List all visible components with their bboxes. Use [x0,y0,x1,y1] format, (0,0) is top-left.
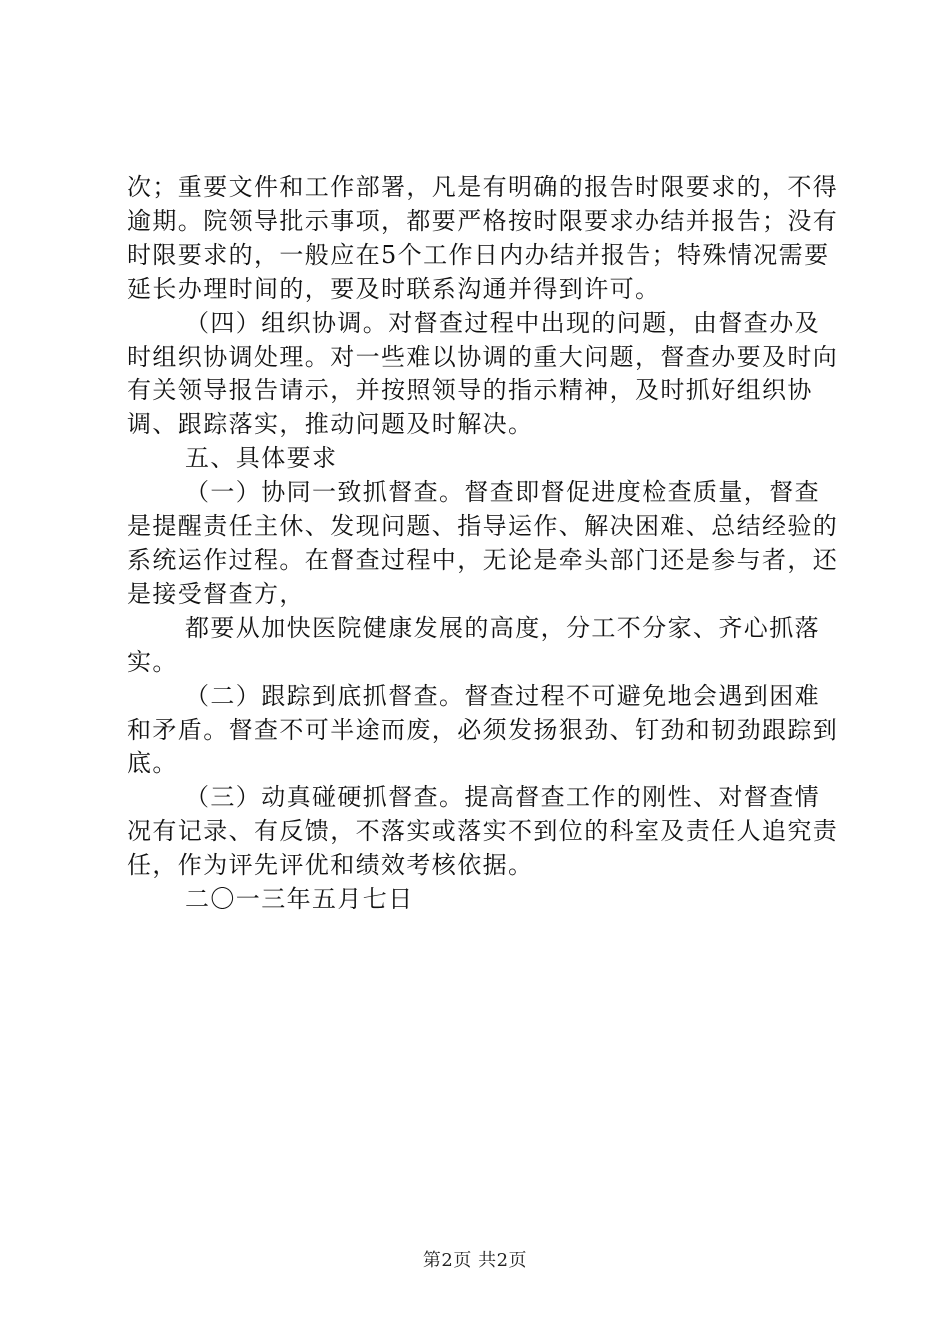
paragraph-coordination: （四）组织协调。对督查过程中出现的问题，由督查办及时组织协调处理。对一些难以协调的重大问题，督查办要及时向有关领导报告请示，并按照领导的指示精神，及时抓好组织协调、跟踪落实，推动问题及时解决。 [127,308,839,439]
paragraph-requirement-3: （三）动真碰硬抓督查。提高督查工作的刚性、对督查情况有记录、有反馈，不落实或落实不到位的科室及责任人追究责任，作为评先评优和绩效考核依据。 [127,783,839,880]
paragraph-requirement-1: （一）协同一致抓督查。督查即督促进度检查质量，督查是提醒责任主休、发现问题、指导运作、解决困难、总结经验的系统运作过程。在督查过程中，无论是牵头部门还是参与者，还是接受督查方， [127,478,839,608]
document-body [127,171,839,917]
page-footer: 第2页 共2页 [422,1250,528,1271]
section-heading-requirements: 五、具体要求 [185,444,338,473]
paragraph-continuation: 次；重要文件和工作部署，凡是有明确的报告时限要求的，不得逾期。院领导批示事项，都要严格按时限要求办结并报告；没有时限要求的，一般应在5个工作日内办结并报告；特殊情况需要延长办理时间的，要及时联系沟通并得到许可。 [127,173,839,303]
paragraph-requirement-1-cont: 都要从加快医院健康发展的高度，分工不分家、齐心抓落实。 [127,613,820,676]
paragraph-requirement-2: （二）跟踪到底抓督查。督查过程不可避免地会遇到困难和矛盾。督查不可半途而废，必须发扬狠劲、钉劲和韧劲跟踪到底。 [127,681,839,778]
document-date: 二〇一三年五月七日 [185,885,414,914]
